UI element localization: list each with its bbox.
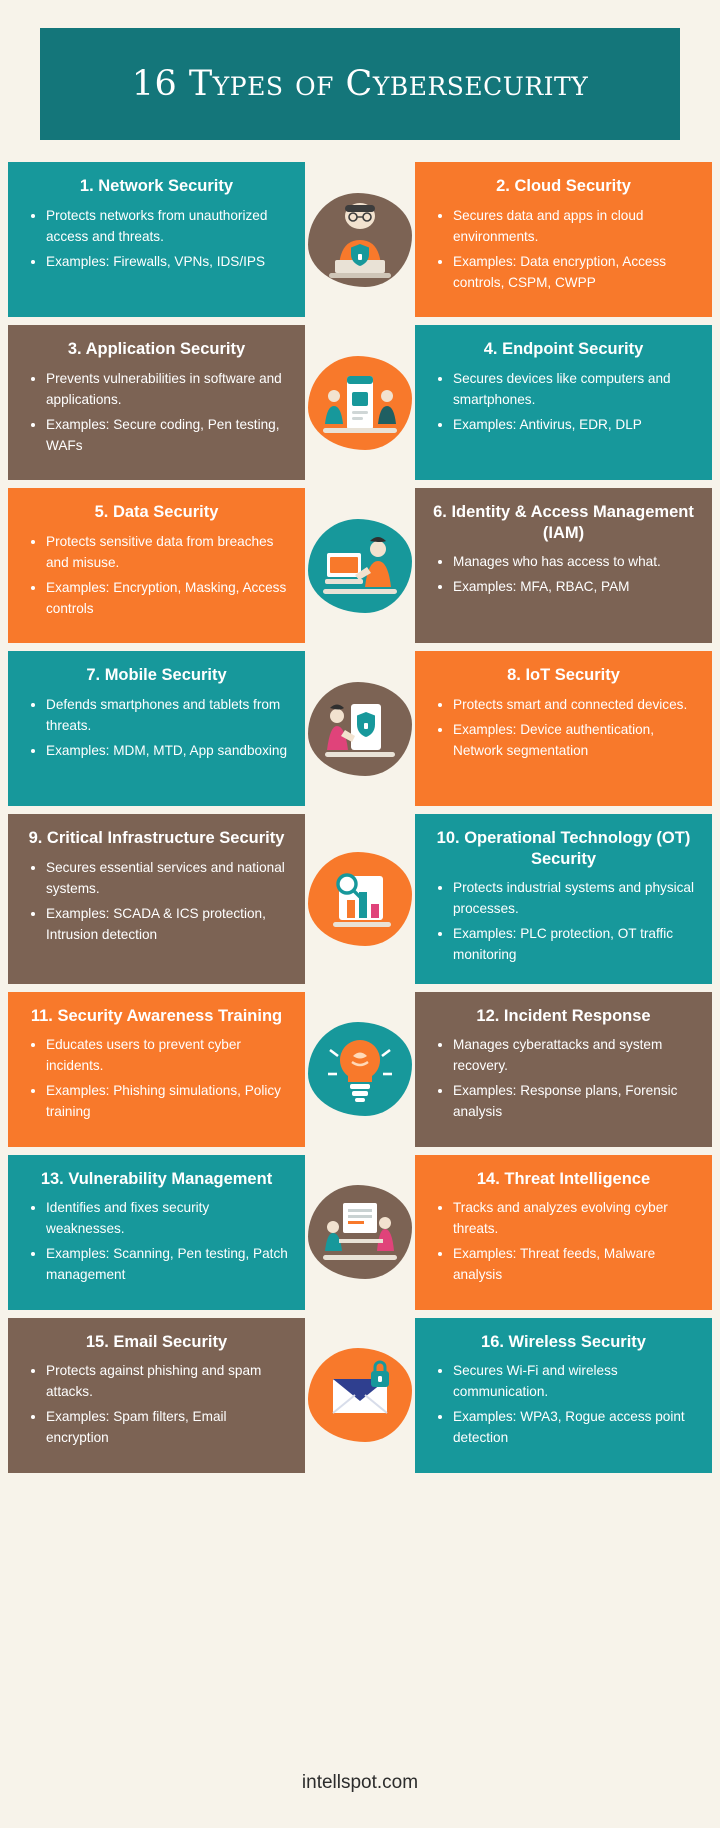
card-13-bullets xyxy=(24,1197,289,1285)
list-item: • Examples: Spam filters, Email encryption xyxy=(46,1406,289,1448)
list-item: • Secures Wi-Fi and wireless communication. xyxy=(453,1360,696,1402)
list-item: • Manages cyberattacks and system recovery. xyxy=(453,1034,696,1076)
list-item: • Examples: Secure coding, Pen testing, WAFs xyxy=(46,414,289,456)
list-item: • Examples: Encryption, Masking, Access controls xyxy=(46,577,289,619)
envelope-lock-icon xyxy=(308,1348,412,1442)
card-8-title: 8. IoT Security xyxy=(507,666,620,684)
card-8 xyxy=(415,651,712,806)
card-9-title: 9. Critical Infrastructure Security xyxy=(28,829,285,847)
card-2-bullets xyxy=(431,205,696,293)
icon-cell-4 xyxy=(305,651,415,806)
list-item: • Secures essential services and national systems. xyxy=(46,857,289,899)
infographic-page xyxy=(0,28,720,1828)
card-2 xyxy=(415,162,712,317)
lightbulb-brain-icon xyxy=(308,1022,412,1116)
page-title-band xyxy=(40,28,680,140)
list-item: • Examples: MFA, RBAC, PAM xyxy=(453,576,696,597)
card-7 xyxy=(8,651,305,806)
magnifier-documents-icon xyxy=(308,852,412,946)
list-item: • Secures devices like computers and smartphones. xyxy=(453,368,696,410)
card-16-bullets xyxy=(431,1360,696,1448)
card-6-title: 6. Identity & Access Management (IAM) xyxy=(433,503,694,542)
card-4-title: 4. Endpoint Security xyxy=(483,340,644,358)
card-5-bullets xyxy=(24,531,289,619)
list-item: • Examples: Antivirus, EDR, DLP xyxy=(453,414,696,435)
list-item: • Examples: Scanning, Pen testing, Patch management xyxy=(46,1243,289,1285)
card-3-bullets xyxy=(24,368,289,456)
card-10 xyxy=(415,814,712,984)
person-laptop-shield-icon xyxy=(308,193,412,287)
card-12 xyxy=(415,992,712,1147)
card-10-title: 10. Operational Technology (OT) Security xyxy=(436,829,691,868)
list-item: • Manages who has access to what. xyxy=(453,551,696,572)
card-4-bullets xyxy=(431,368,696,435)
card-7-bullets xyxy=(24,694,289,761)
list-item: • Examples: WPA3, Rogue access point detection xyxy=(453,1406,696,1448)
page-title: 16 Types of Cybersecurity xyxy=(131,64,589,104)
card-14-title: 14. Threat Intelligence xyxy=(476,1169,651,1188)
card-15-bullets xyxy=(24,1360,289,1448)
card-11-bullets xyxy=(24,1034,289,1122)
card-3-title: 3. Application Security xyxy=(67,340,246,358)
card-11-title: 11. Security Awareness Training xyxy=(30,1006,283,1025)
card-9 xyxy=(8,814,305,984)
card-5 xyxy=(8,488,305,643)
icon-cell-6 xyxy=(305,992,415,1147)
list-item: • Examples: SCADA & ICS protection, Intrusion detection xyxy=(46,903,289,945)
list-item: • Protects industrial systems and physical processes. xyxy=(453,877,696,919)
card-15-title: 15. Email Security xyxy=(85,1332,228,1351)
list-item: • Defends smartphones and tablets from threats. xyxy=(46,694,289,736)
list-item: • Examples: Threat feeds, Malware analysis xyxy=(453,1243,696,1285)
list-item: • Examples: Device authentication, Network segmentation xyxy=(453,719,696,761)
card-5-title: 5. Data Security xyxy=(94,503,219,521)
card-13-title: 13. Vulnerability Management xyxy=(40,1169,273,1188)
card-10-bullets xyxy=(431,877,696,965)
card-2-title: 2. Cloud Security xyxy=(496,177,631,195)
card-15 xyxy=(8,1318,305,1473)
person-computer-data-icon xyxy=(308,519,412,613)
card-8-bullets xyxy=(431,694,696,761)
list-item: • Identifies and fixes security weaknesses. xyxy=(46,1197,289,1239)
icon-cell-2 xyxy=(305,325,415,480)
card-4 xyxy=(415,325,712,480)
icon-cell-7 xyxy=(305,1155,415,1310)
icon-cell-3 xyxy=(305,488,415,643)
card-12-bullets xyxy=(431,1034,696,1122)
cards-grid xyxy=(0,162,720,1473)
card-3 xyxy=(8,325,305,480)
card-1-bullets xyxy=(24,205,289,272)
card-1-title: 1. Network Security xyxy=(79,177,234,195)
card-13 xyxy=(8,1155,305,1310)
list-item: • Protects networks from unauthorized access and threats. xyxy=(46,205,289,247)
list-item: • Educates users to prevent cyber incidents. xyxy=(46,1034,289,1076)
list-item: • Protects against phishing and spam attacks. xyxy=(46,1360,289,1402)
person-tablet-shield-icon xyxy=(308,682,412,776)
footer-site-name[interactable]: intellspot.com xyxy=(301,1772,419,1793)
list-item: • Tracks and analyzes evolving cyber threats. xyxy=(453,1197,696,1239)
list-item: • Examples: PLC protection, OT traffic monitoring xyxy=(453,923,696,965)
list-item: • Examples: Firewalls, VPNs, IDS/IPS xyxy=(46,251,289,272)
list-item: • Secures data and apps in cloud environments. xyxy=(453,205,696,247)
card-6-bullets xyxy=(431,551,696,597)
people-desk-report-icon xyxy=(308,1185,412,1279)
card-6 xyxy=(415,488,712,643)
list-item: • Prevents vulnerabilities in software and applications. xyxy=(46,368,289,410)
icon-cell-1 xyxy=(305,162,415,317)
list-item: • Examples: Phishing simulations, Policy training xyxy=(46,1080,289,1122)
list-item: • Protects smart and connected devices. xyxy=(453,694,696,715)
icon-cell-8 xyxy=(305,1318,415,1473)
list-item: • Examples: Response plans, Forensic analysis xyxy=(453,1080,696,1122)
card-14 xyxy=(415,1155,712,1310)
card-12-title: 12. Incident Response xyxy=(476,1006,651,1025)
card-16-title: 16. Wireless Security xyxy=(481,1332,646,1351)
card-16 xyxy=(415,1318,712,1473)
app-window-people-icon xyxy=(308,356,412,450)
card-7-title: 7. Mobile Security xyxy=(86,666,227,684)
icon-cell-5 xyxy=(305,814,415,984)
card-1 xyxy=(8,162,305,317)
card-9-bullets xyxy=(24,857,289,945)
list-item: • Protects sensitive data from breaches and misuse. xyxy=(46,531,289,573)
list-item: • Examples: Data encryption, Access controls, CSPM, CWPP xyxy=(453,251,696,293)
card-14-bullets xyxy=(431,1197,696,1285)
list-item: • Examples: MDM, MTD, App sandboxing xyxy=(46,740,289,761)
card-11 xyxy=(8,992,305,1147)
